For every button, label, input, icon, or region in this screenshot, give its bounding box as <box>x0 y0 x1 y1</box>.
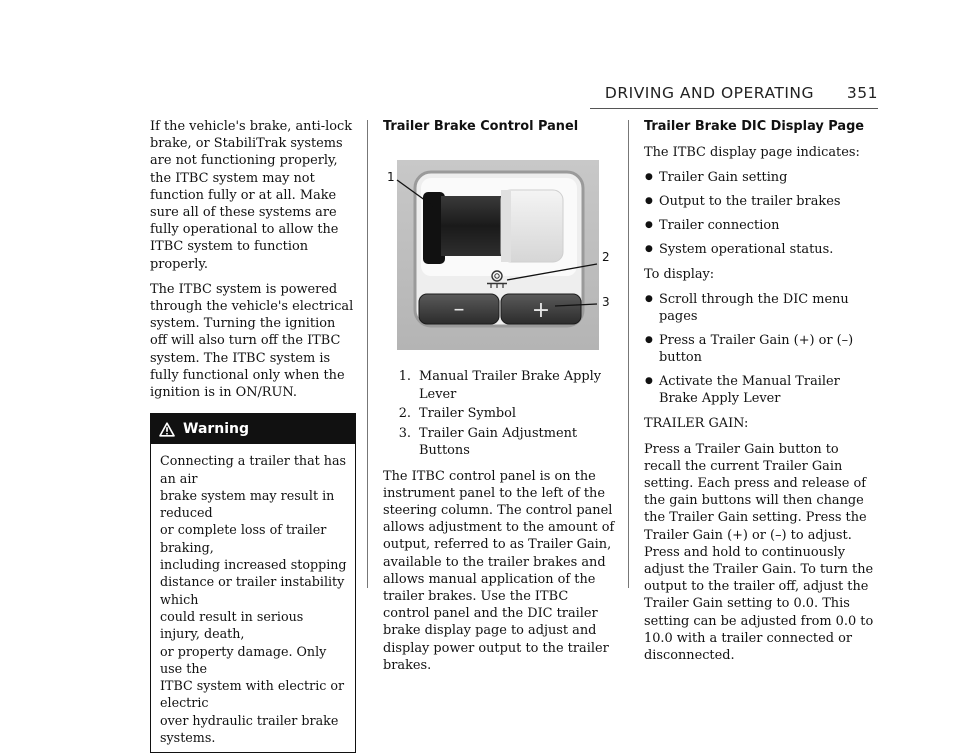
section-heading: Trailer Brake Control Panel <box>383 119 579 134</box>
caption-list <box>383 368 615 460</box>
caption-item: 2. Trailer Symbol <box>398 406 517 421</box>
column-2 <box>383 118 615 682</box>
control-panel-figure <box>383 144 615 354</box>
paragraph: Press a Trailer Gain button to recall the current Trailer Gain setting. Each press and release of the gain buttons will then change the Trailer Gain setting. Press the Trailer Gain (+) or (–) to adjust. Press and hold to continuously adjust the Trailer Gain. To turn the output to the trailer off, adjust the Trailer Gain setting to 0.0. This setting can be adjusted from 0.0 to 10.0 with a trailer connected or disconnected. <box>644 441 874 664</box>
manual-brake-lever <box>423 190 563 264</box>
minus-glyph: – <box>453 297 465 322</box>
warning-triangle-icon <box>159 422 175 437</box>
warning-line: could result in serious injury, death, <box>160 608 304 642</box>
warning-title: Warning <box>183 420 250 437</box>
list-item: ● Output to the trailer brakes <box>644 193 876 210</box>
column-3 <box>644 118 876 672</box>
list-item: ● Trailer Gain setting <box>644 169 876 186</box>
gain-minus-button <box>419 294 499 324</box>
paragraph: To display: <box>644 267 715 283</box>
paragraph: If the vehicle's brake, anti-lock brake, or StabiliTrak systems are not functioning properly, the ITBC system may not function fully or at all. Make sure all of these systems are fully operational to allow the ITBC system to function properly. <box>150 119 353 272</box>
warning-line: brake system may result in reduced <box>160 487 335 521</box>
column-divider <box>367 120 368 588</box>
list-item: ● Scroll through the DIC menu pages <box>644 291 876 325</box>
warning-line: over hydraulic trailer brake systems. <box>160 712 339 745</box>
indicates-list <box>644 169 876 258</box>
callout-3: 3 <box>602 295 610 309</box>
list-item: ● Activate the Manual Trailer Brake Apply Lever <box>644 373 876 407</box>
column-1 <box>150 118 356 753</box>
warning-line: distance or trailer instability which <box>160 574 345 607</box>
caption-item: 1. Manual Trailer Brake Apply Lever <box>398 369 602 402</box>
warning-line: or property damage. Only use the <box>160 643 327 676</box>
list-item: ● Press a Trailer Gain (+) or (–) button <box>644 332 876 366</box>
display-steps-list <box>644 291 876 407</box>
paragraph: TRAILER GAIN: <box>644 416 749 432</box>
warning-box <box>150 413 356 753</box>
warning-header <box>151 414 355 444</box>
warning-line: Connecting a trailer that has an air <box>160 453 347 486</box>
section-heading: Trailer Brake DIC Display Page <box>644 119 865 134</box>
warning-line: including increased stopping <box>160 557 347 573</box>
warning-line: or complete loss of trailer braking, <box>160 522 327 555</box>
callout-1: 1 <box>387 170 395 184</box>
section-title: DRIVING AND OPERATING <box>604 84 814 102</box>
paragraph: The ITBC control panel is on the instrument panel to the left of the steering column. The control panel allows adjustment to the amount of output, referred to as Trailer Gain, available to the trailer brakes and allows manual application of the trailer brakes. Use the ITBC control panel and the DIC trailer brake display page to adjust and display power output to the trailer brakes. <box>383 468 615 673</box>
list-item: ● Trailer connection <box>644 217 876 234</box>
header-rule <box>590 108 878 109</box>
plus-glyph: + <box>531 298 551 323</box>
column-divider <box>628 120 629 588</box>
warning-body <box>151 444 355 752</box>
page-number: 351 <box>846 84 878 102</box>
page-header <box>590 84 878 106</box>
paragraph: The ITBC display page indicates: <box>644 145 860 160</box>
warning-line: ITBC system with electric or electric <box>160 678 345 711</box>
paragraph: The ITBC system is powered through the vehicle's electrical system. Turning the ignition off will also turn off the ITBC system. The ITBC system is fully functional only when the ignition is in ON/RUN. <box>150 281 354 401</box>
gain-plus-button <box>501 294 581 324</box>
list-item: ● System operational status. <box>644 241 876 258</box>
callout-2: 2 <box>602 250 610 264</box>
control-panel-illustration <box>383 144 615 354</box>
caption-item: 3. Trailer Gain Adjustment Buttons <box>398 425 578 458</box>
